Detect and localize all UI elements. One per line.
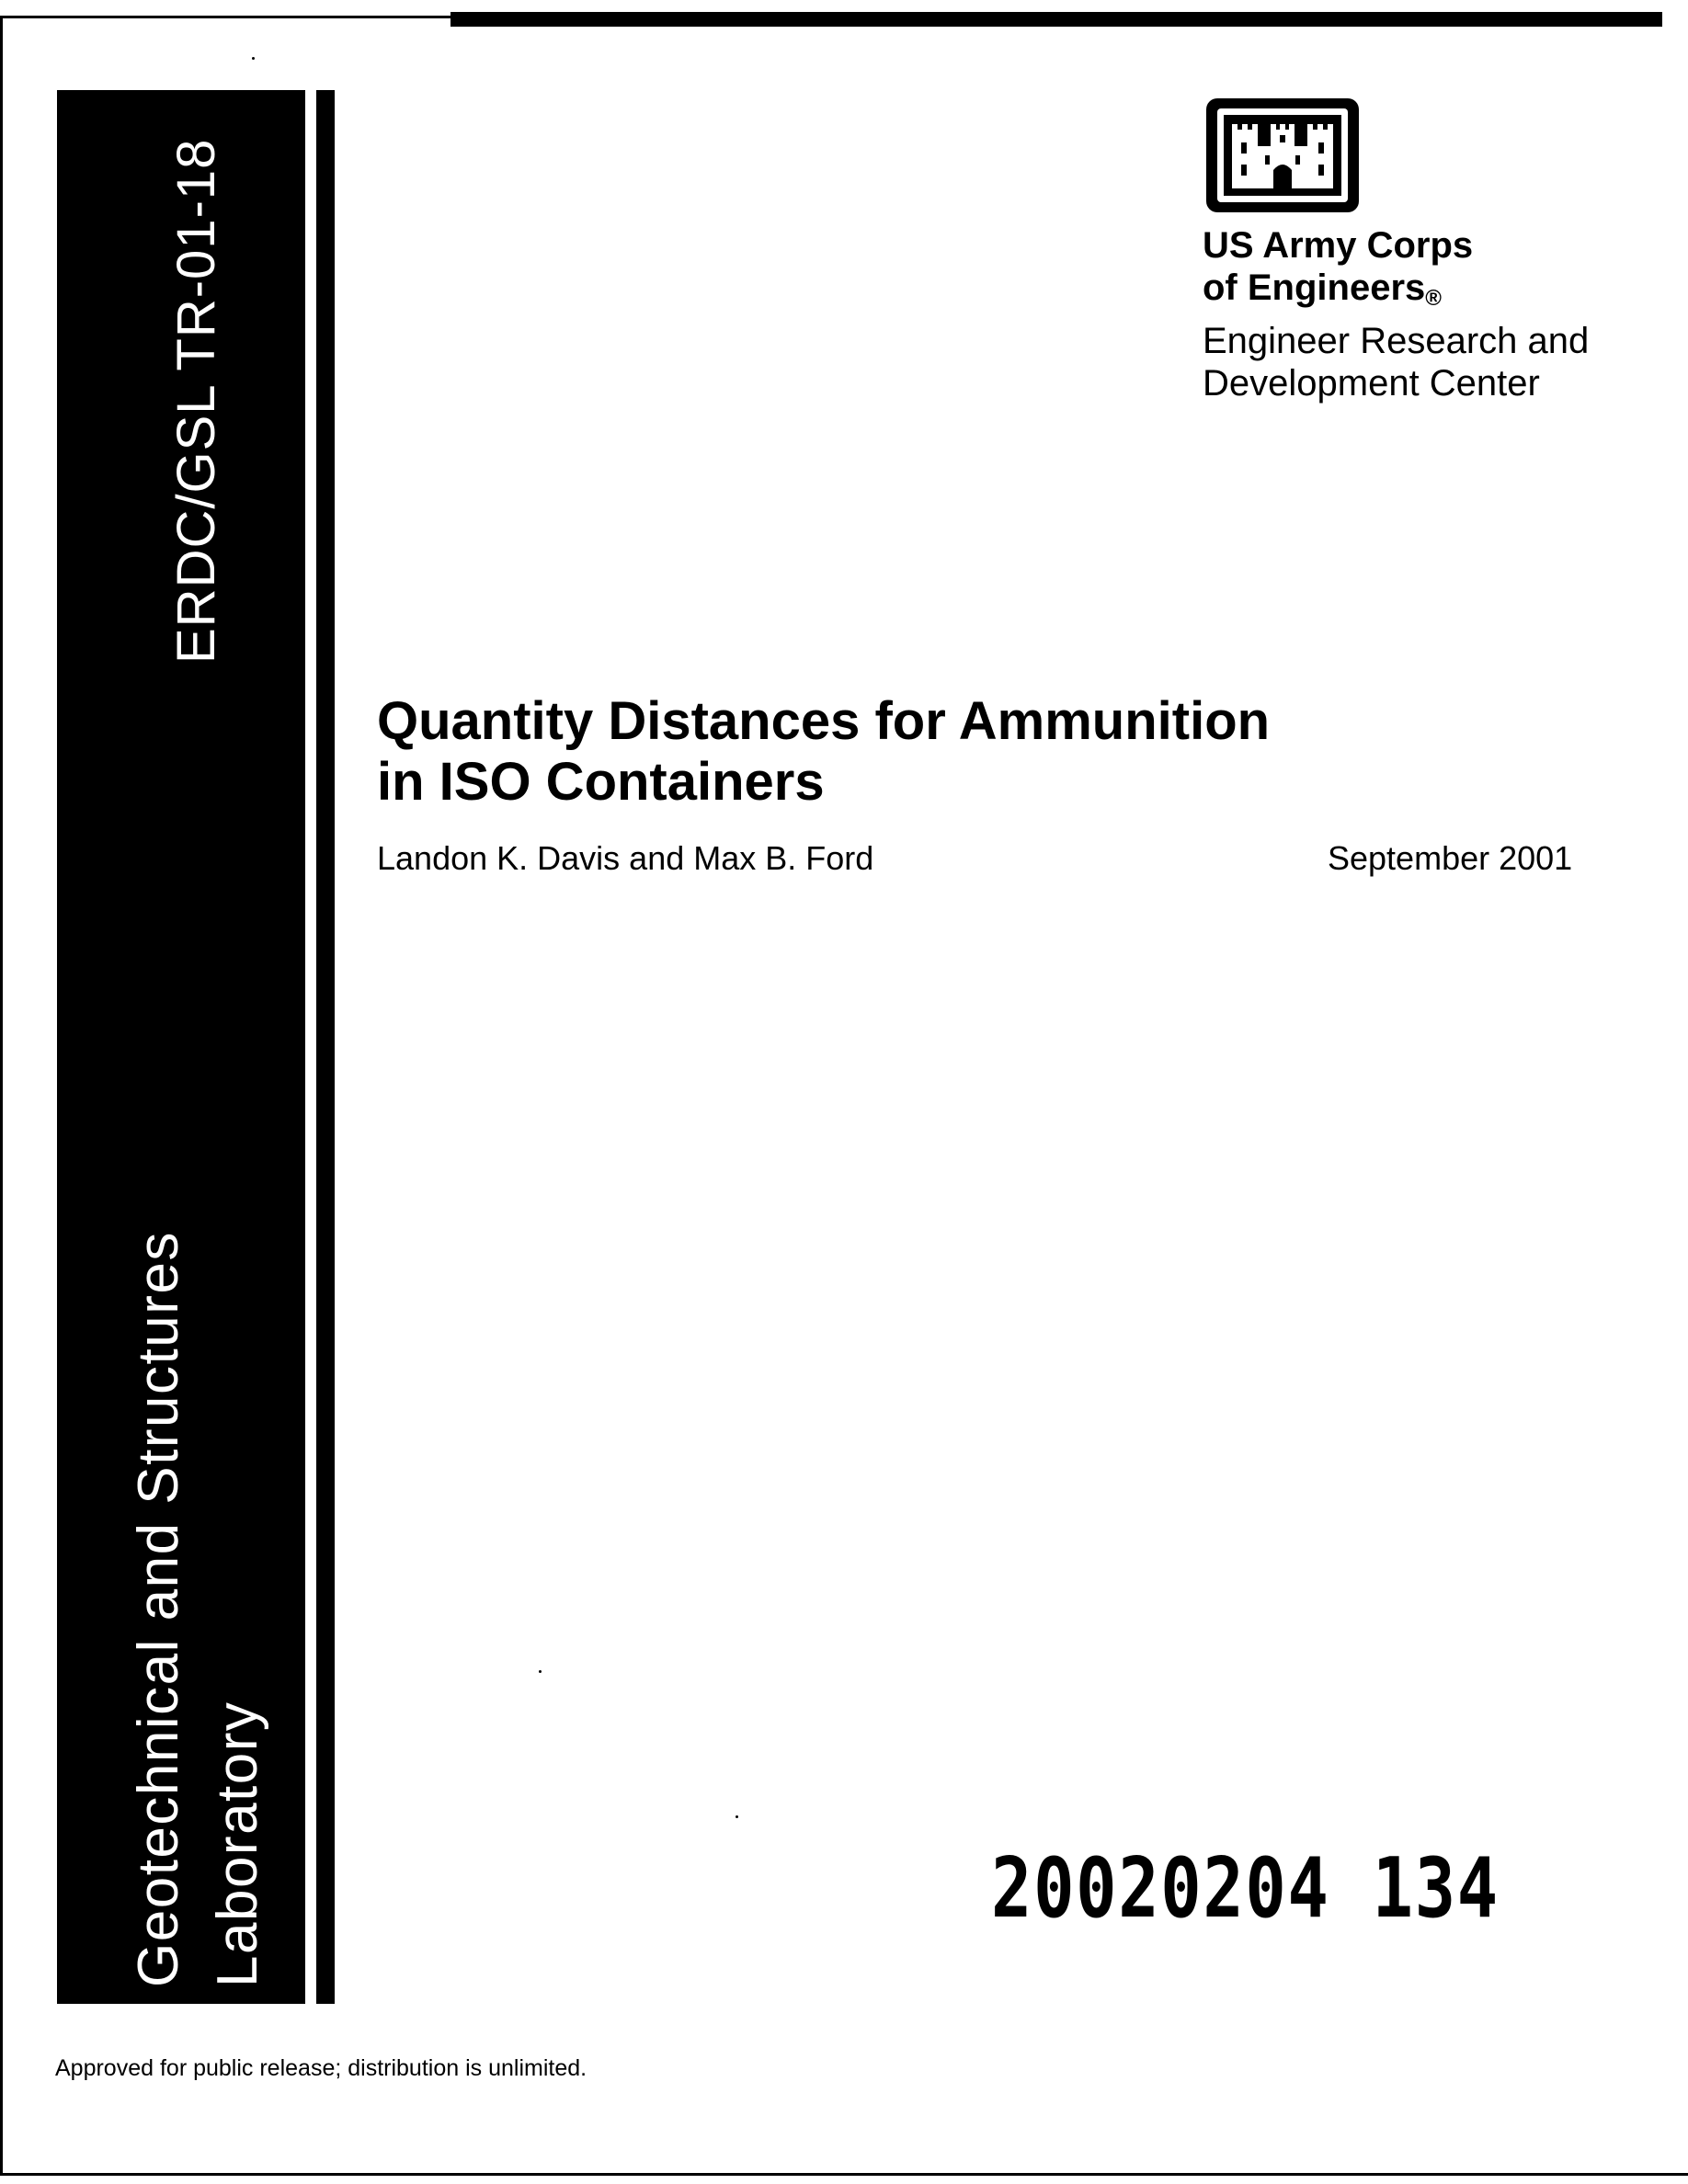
scan-speck [736,1815,738,1818]
laboratory-name [120,1231,278,1987]
laboratory-name-line2: Laboratory [206,1701,269,1987]
report-authors: Landon K. Davis and Max B. Ford [377,839,874,877]
scan-speck [252,57,255,60]
registered-mark: ® [1425,286,1442,311]
report-title-line1: Quantity Distances for Ammunition [377,691,1271,751]
castle-icon [1204,97,1361,214]
agency-line1: US Army Corps [1203,225,1474,266]
laboratory-name-line1: Geotechnical and Structures [127,1231,190,1987]
scan-speck [539,1670,542,1673]
accession-stamp: 20020204 134 [991,1840,1500,1937]
top-border [451,12,1662,27]
agency-block [1203,224,1589,404]
left-border [0,16,3,2176]
distribution-statement: Approved for public release; distribution is unlimited. [55,2055,587,2081]
agency-line2-text: of Engineers [1203,267,1426,308]
agency-line2 [1203,267,1589,320]
top-border-thin [0,16,451,18]
bottom-border [0,2173,1688,2176]
agency-line3: Engineer Research and [1203,321,1590,361]
spine-rule [316,90,335,2004]
report-title [377,691,1388,813]
report-date: September 2001 [1328,839,1573,877]
report-title-line2: in ISO Containers [377,752,825,812]
report-number: ERDC/GSL TR-01-18 [166,138,226,664]
agency-line4: Development Center [1203,363,1540,404]
